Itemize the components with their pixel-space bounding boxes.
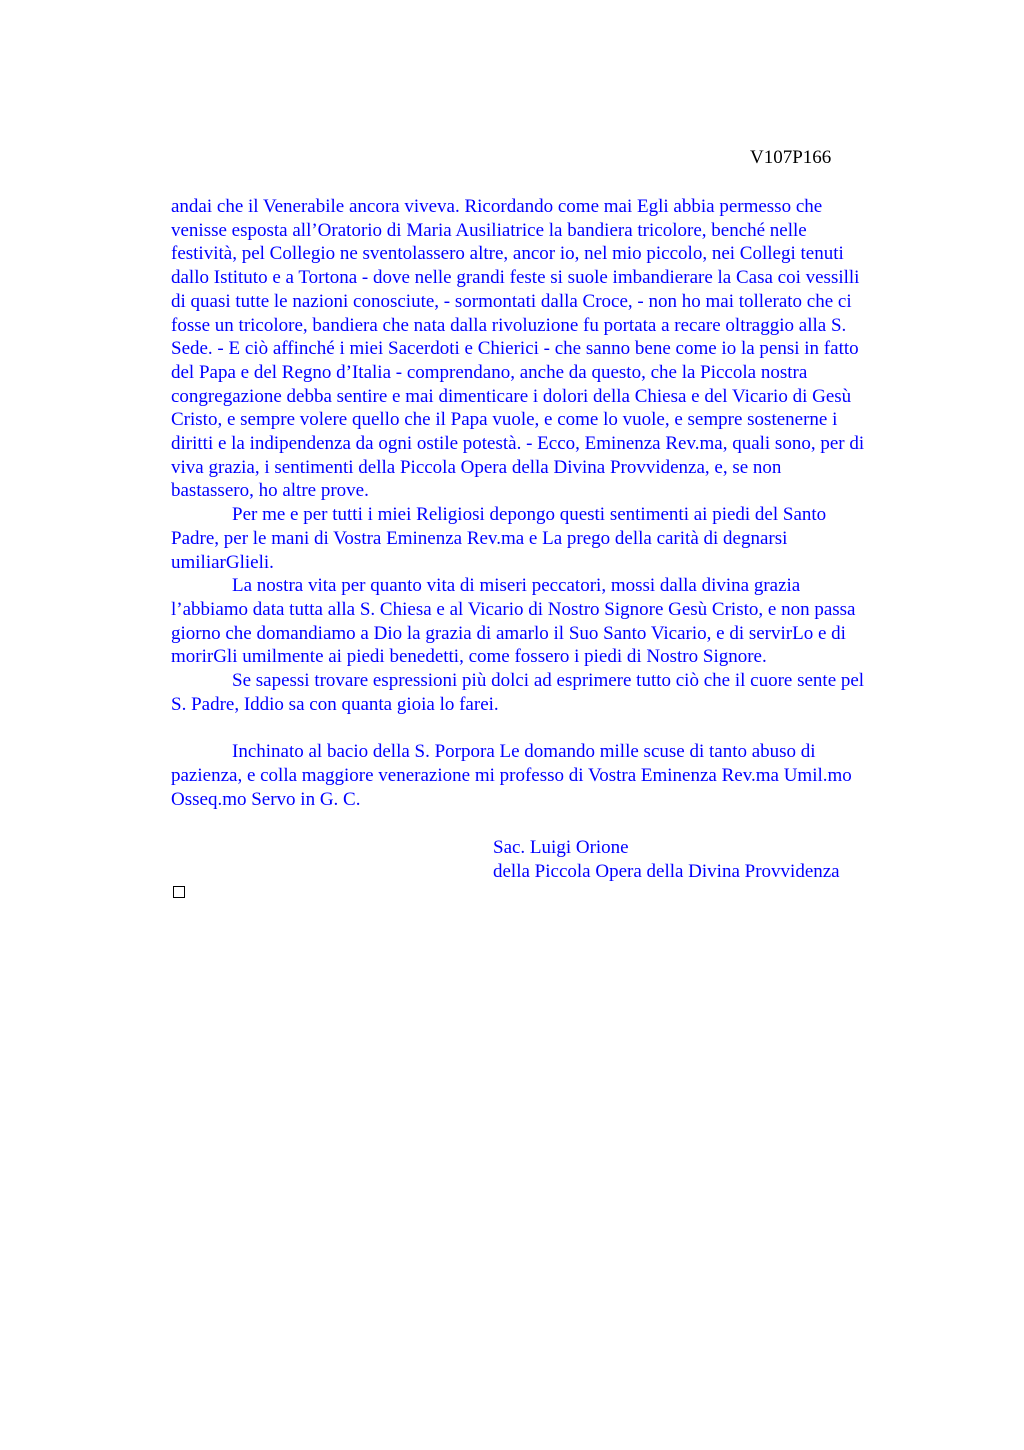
body-line: dallo Istituto e a Tortona - dove nelle grandi feste si suole imbandierare la Casa coi vessilli	[171, 267, 860, 289]
body-line: del Papa e del Regno d’Italia - comprendano, anche da questo, che la Piccola nostra	[171, 361, 808, 383]
body-line: diritti e la indipendenza da ogni ostile potestà. - Ecco, Eminenza Rev.ma, quali sono, per di	[171, 433, 865, 455]
body-line: morirGli umilmente ai piedi benedetti, come fossero i piedi di Nostro Signore.	[171, 646, 767, 668]
body-line: venisse esposta all’Oratorio di Maria Ausiliatrice la bandiera tricolore, benché nelle	[171, 219, 807, 241]
letter-body	[171, 195, 929, 811]
body-line: bastassero, ho altre prove.	[171, 480, 369, 502]
body-line: Sede. - E ciò affinché i miei Sacerdoti e Chierici - che sanno bene come io la pensi in fatto	[171, 338, 859, 360]
body-line: Cristo, e sempre volere quello che il Papa vuole, e come lo vuole, e sempre sostenerne i	[171, 409, 838, 431]
body-line: giorno che domandiamo a Dio la grazia di amarlo il Suo Santo Vicario, e di servirLo e di	[171, 622, 846, 644]
body-line: S. Padre, Iddio sa con quanta gioia lo farei.	[171, 693, 499, 715]
signature-block	[493, 836, 840, 884]
body-line: umiliarGlieli.	[171, 551, 274, 573]
signature-organization: della Piccola Opera della Divina Provvidenza	[493, 861, 840, 882]
signature-name: Sac. Luigi Orione	[493, 837, 629, 858]
body-line: andai che il Venerabile ancora viveva. Ricordando come mai Egli abbia permesso che	[171, 196, 823, 217]
end-of-document-box-icon	[173, 886, 185, 898]
body-line: Per me e per tutti i miei Religiosi depongo questi sentimenti ai piedi del Santo	[232, 504, 827, 526]
body-line: Inchinato al bacio della S. Porpora Le domando mille scuse di tanto abuso di	[232, 741, 816, 763]
body-line: Padre, per le mani di Vostra Eminenza Rev.ma e La prego della carità di degnarsi	[171, 527, 788, 549]
body-line: Osseq.mo Servo in G. C.	[171, 788, 361, 810]
body-line: l’abbiamo data tutta alla S. Chiesa e al Vicario di Nostro Signore Gesù Cristo, e non passa	[171, 598, 856, 620]
body-line: viva grazia, i sentimenti della Piccola Opera della Divina Provvidenza, e, se non	[171, 456, 782, 478]
body-line: Se sapessi trovare espressioni più dolci ad esprimere tutto ciò che il cuore sente pel	[232, 670, 865, 692]
body-line: di quasi tutte le nazioni conosciute, - sormontati dalla Croce, - non ho mai tollerato che ci	[171, 290, 852, 312]
body-line: La nostra vita per quanto vita di miseri peccatori, mossi dalla divina grazia	[232, 575, 801, 597]
body-line: pazienza, e colla maggiore venerazione mi professo di Vostra Eminenza Rev.ma Umil.mo	[171, 764, 852, 786]
paragraph-spacer	[171, 716, 929, 740]
body-line: congregazione debba sentire e mai dimenticare i dolori della Chiesa e del Vicario di Gesù	[171, 385, 852, 407]
body-line: fosse un tricolore, bandiera che nata dalla rivoluzione fu portata a recare oltraggio alla S.	[171, 314, 847, 336]
page-identifier: V107P166	[750, 147, 832, 168]
body-line: festività, pel Collegio ne sventolassero altre, ancor io, nel mio piccolo, nei Collegi tenuti	[171, 243, 844, 265]
